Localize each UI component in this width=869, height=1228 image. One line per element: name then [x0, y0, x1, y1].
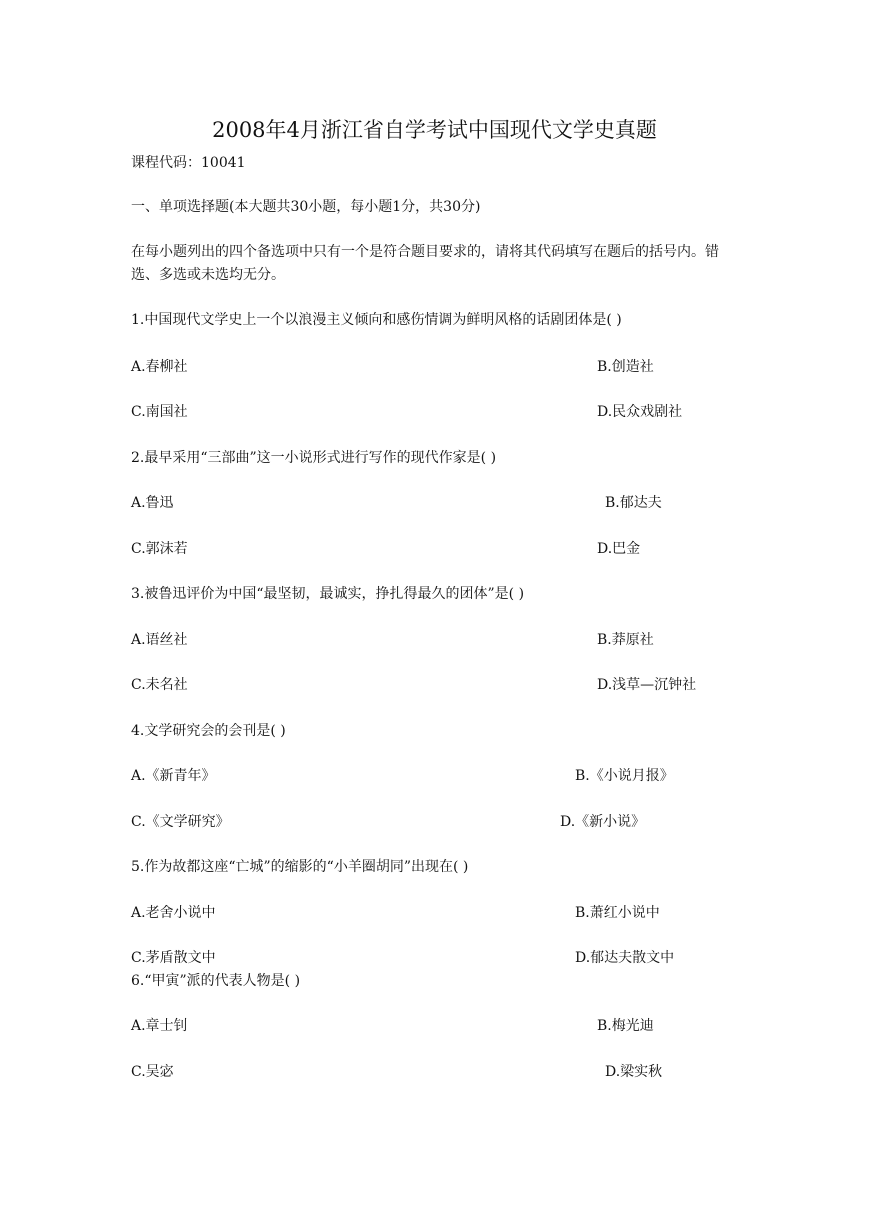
- question-stem: 3.被鲁迅评价为中国“最坚韧，最诚实，挣扎得最久的团体”是( ): [131, 586, 525, 602]
- question-stem: 4.文学研究会的会刊是( ): [131, 723, 286, 739]
- course-code: 课程代码：10041: [131, 155, 246, 171]
- option-b: B.莽原社: [597, 632, 654, 648]
- instructions: 在每小题列出的四个备选项中只有一个是符合题目要求的，请将其代码填写在题后的括号内。错选、多选或未选均无分。: [131, 244, 719, 283]
- question-stem: 1.中国现代文学史上一个以浪漫主义倾向和感伤情调为鲜明风格的话剧团体是( ): [131, 312, 622, 328]
- option-d: D.巴金: [597, 541, 641, 557]
- option-c: C.《文学研究》: [131, 814, 230, 830]
- option-a: A.鲁迅: [131, 495, 174, 511]
- option-d: D.浅草—沉钟社: [597, 677, 697, 693]
- option-b: B.创造社: [597, 359, 654, 375]
- option-b: B.梅光迪: [597, 1018, 654, 1034]
- option-a: A.春柳社: [131, 359, 188, 375]
- section-heading: 一、单项选择题(本大题共30小题，每小题1分，共30分): [131, 199, 481, 215]
- question-stem: 6.“甲寅”派的代表人物是( ): [131, 973, 301, 989]
- option-c: C.吴宓: [131, 1064, 174, 1080]
- option-c: C.郭沫若: [131, 541, 188, 557]
- option-b: B.萧红小说中: [575, 905, 660, 921]
- question-stem: 2.最早采用“三部曲”这一小说形式进行写作的现代作家是( ): [131, 450, 497, 466]
- option-d: D.《新小说》: [560, 814, 646, 830]
- question-stem: 5.作为故都这座“亡城”的缩影的“小羊圈胡同”出现在( ): [131, 859, 469, 875]
- option-b: B.郁达夫: [605, 495, 662, 511]
- option-c: C.茅盾散文中: [131, 950, 216, 966]
- option-d: D.郁达夫散文中: [575, 950, 675, 966]
- option-a: A.章士钊: [131, 1018, 188, 1034]
- option-d: D.民众戏剧社: [597, 404, 683, 420]
- option-a: A.语丝社: [131, 632, 188, 648]
- option-a: A.老舍小说中: [131, 905, 216, 921]
- option-c: C.南国社: [131, 404, 188, 420]
- option-b: B.《小说月报》: [575, 768, 674, 784]
- option-d: D.梁实秋: [605, 1064, 663, 1080]
- document-title: 2008年4月浙江省自学考试中国现代文学史真题: [212, 118, 657, 142]
- option-c: C.未名社: [131, 677, 188, 693]
- option-a: A.《新青年》: [131, 768, 216, 784]
